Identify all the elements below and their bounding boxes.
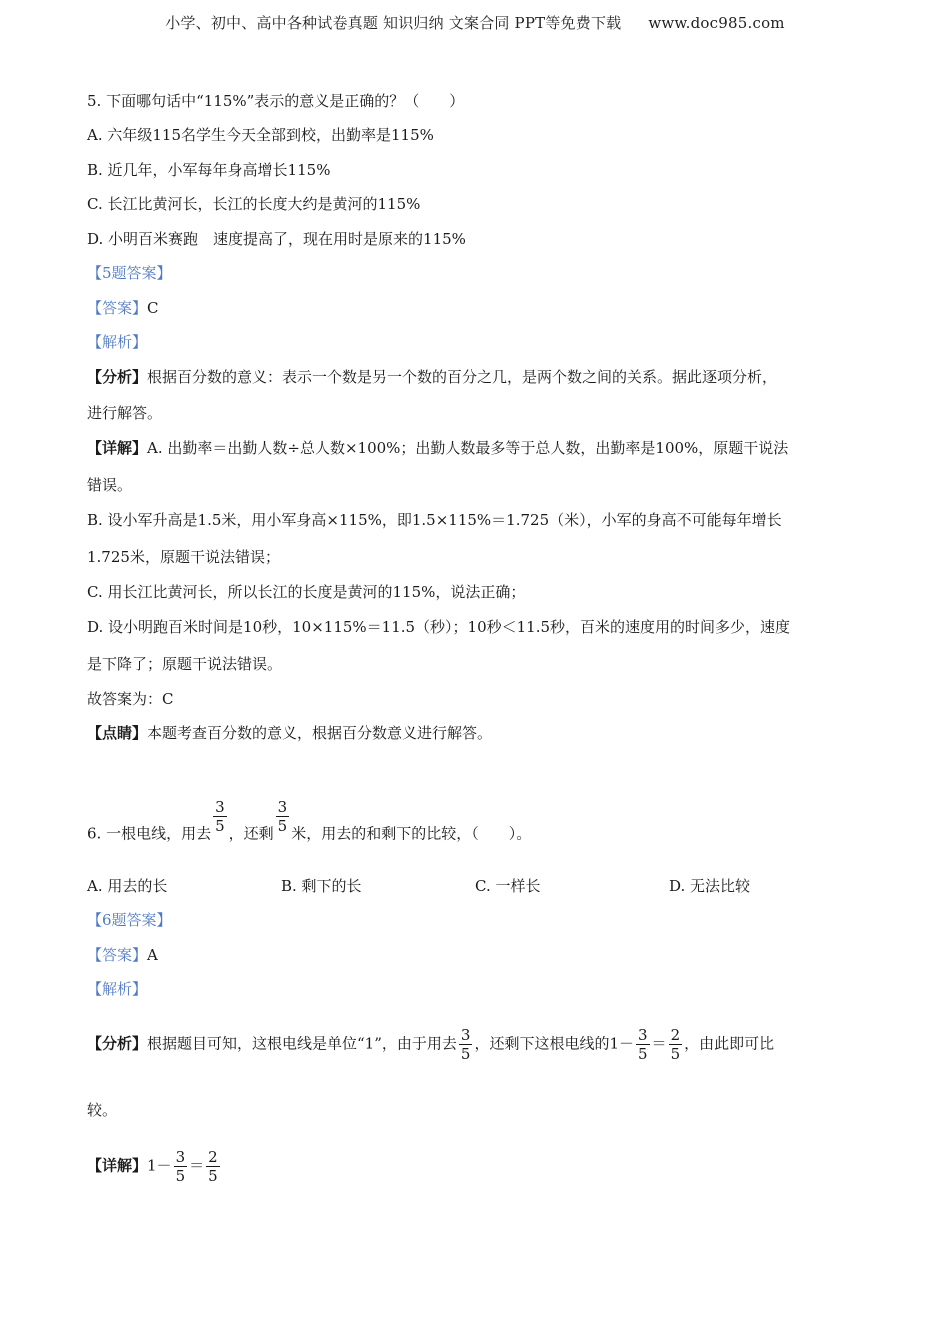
- q6-xj-a: 1－: [147, 1156, 172, 1175]
- q5-stem: 5. 下面哪句话中“115%”表示的意义是正确的？（ ）: [87, 92, 465, 110]
- q6-fa-den: 5: [460, 1045, 471, 1063]
- q6-option-a: A. 用去的长: [87, 877, 168, 895]
- q5-answer-tag: 【答案】: [87, 299, 148, 317]
- q5-xiangjie-line2: 错误。: [87, 476, 133, 494]
- q6-fenxi-line2: 较。: [87, 1101, 118, 1119]
- q5-c-line: C. 用长江比黄河长，所以长江的长度是黄河的115%，说法正确；: [87, 583, 526, 601]
- q5-option-c: C. 长江比黄河长，长江的长度大约是黄河的115%: [87, 195, 421, 213]
- q5-fenxi-line2: 进行解答。: [87, 404, 163, 422]
- q5-dianjing-tag: 【点睛】: [87, 724, 148, 742]
- q6-frac2-num: 3: [277, 798, 288, 816]
- q5-option-b: B. 近几年，小军每年身高增长115%: [87, 161, 331, 179]
- q6-xa-den: 5: [175, 1167, 186, 1185]
- q6-xa-num: 3: [175, 1148, 186, 1166]
- q6-fenxi-c: ，由此即可比: [684, 1034, 775, 1053]
- q5-xiangjie-tag: 【详解】: [87, 439, 148, 457]
- q6-frac1-den: 5: [215, 817, 225, 835]
- q6-fenxi-fraction-b: [636, 1026, 650, 1063]
- q6-xj-fraction-b: [206, 1148, 220, 1185]
- q5-d-line1: D. 设小明跑百米时间是10秒，10×115%＝11.5（秒）；10秒＜11.5秒，百米的速度用的时间多少，速度: [87, 618, 791, 636]
- q6-answer: [87, 945, 158, 965]
- q5-analysis-heading: 【解析】: [87, 333, 148, 351]
- q6-xb-den: 5: [208, 1167, 218, 1185]
- q6-option-d: D. 无法比较: [669, 877, 751, 895]
- q6-fenxi: [87, 1026, 774, 1063]
- q5-d-line2: 是下降了；原题干说法错误。: [87, 655, 283, 673]
- q6-fb-den: 5: [638, 1045, 648, 1063]
- q6-fenxi-a: 根据题目可知，这根电线是单位“1”，由于用去: [147, 1034, 457, 1053]
- q5-dianjing: [87, 723, 492, 743]
- q6-fraction-1: [213, 798, 227, 835]
- q5-b-line1: B. 设小军升高是1.5米，用小军身高×115%，即1.5×115%＝1.725（米），小军的身高不可能每年增长: [87, 511, 782, 529]
- q5-xiangjie-line1: A. 出勤率＝出勤人数÷总人数×100%；出勤人数最多等于总人数，出勤率是100%，原题干说法: [147, 439, 789, 457]
- q6-xj-fraction-a: [174, 1148, 188, 1185]
- q6-fenxi-fraction-c: [669, 1026, 683, 1063]
- q5-option-d: D. 小明百米赛跑 速度提高了，现在用时是原来的115%: [87, 230, 466, 248]
- q6-xb-num: 2: [208, 1148, 218, 1166]
- q5-b-line2: 1.725米，原题干说法错误；: [87, 548, 280, 566]
- q6-xiangjie-tag: 【详解】: [87, 1156, 148, 1175]
- q6-xj-eq: ＝: [189, 1156, 205, 1175]
- q6-stem-c: 米，用去的和剩下的比较，（ ）。: [291, 824, 532, 843]
- q6-fenxi-fraction-a: [459, 1026, 473, 1063]
- q6-option-c: C. 一样长: [475, 877, 541, 895]
- q5-xiangjie: [87, 438, 788, 458]
- q6-analysis-heading: 【解析】: [87, 980, 148, 998]
- q6-fenxi-eq: ＝: [651, 1034, 667, 1053]
- q6-stem-b: ，还剩: [228, 824, 274, 843]
- q6-option-b: B. 剩下的长: [281, 877, 362, 895]
- page-header: [0, 12, 950, 33]
- q6-stem-a: 6. 一根电线，用去: [87, 824, 212, 843]
- q6-answer-tag: 【答案】: [87, 946, 148, 964]
- q6-fenxi-tag: 【分析】: [87, 1034, 148, 1053]
- q5-dianjing-text: 本题考查百分数的意义，根据百分数意义进行解答。: [147, 724, 493, 742]
- q5-fenxi-line1: 根据百分数的意义：表示一个数是另一个数的百分之几，是两个数之间的关系。据此逐项分析，: [147, 368, 778, 386]
- q5-fenxi-tag: 【分析】: [87, 368, 148, 386]
- q6-stem: [87, 798, 532, 853]
- q6-fb-num: 3: [638, 1026, 648, 1044]
- q5-final: 故答案为：C: [87, 690, 174, 708]
- header-text: 小学、初中、高中各种试卷真题 知识归纳 文案合同 PPT等免费下载: [165, 14, 622, 32]
- q5-answer-heading: 【5题答案】: [87, 264, 172, 282]
- q6-frac1-num: 3: [215, 798, 225, 816]
- q6-fraction-2: [276, 798, 290, 835]
- q6-fc-num: 2: [670, 1026, 681, 1044]
- q6-fc-den: 5: [670, 1045, 681, 1063]
- q5-answer: [87, 298, 159, 318]
- q5-answer-value: C: [147, 299, 159, 317]
- q6-answer-heading: 【6题答案】: [87, 911, 172, 929]
- q6-fa-num: 3: [460, 1026, 471, 1044]
- q6-answer-value: A: [147, 946, 158, 964]
- q6-frac2-den: 5: [277, 817, 288, 835]
- q6-xiangjie: [87, 1148, 222, 1185]
- q6-fenxi-b: ，还剩下这根电线的1－: [474, 1034, 634, 1053]
- q5-option-a: A. 六年级115名学生今天全部到校，出勤率是115%: [87, 126, 434, 144]
- header-url[interactable]: www.doc985.com: [648, 14, 785, 32]
- q5-fenxi: [87, 367, 777, 387]
